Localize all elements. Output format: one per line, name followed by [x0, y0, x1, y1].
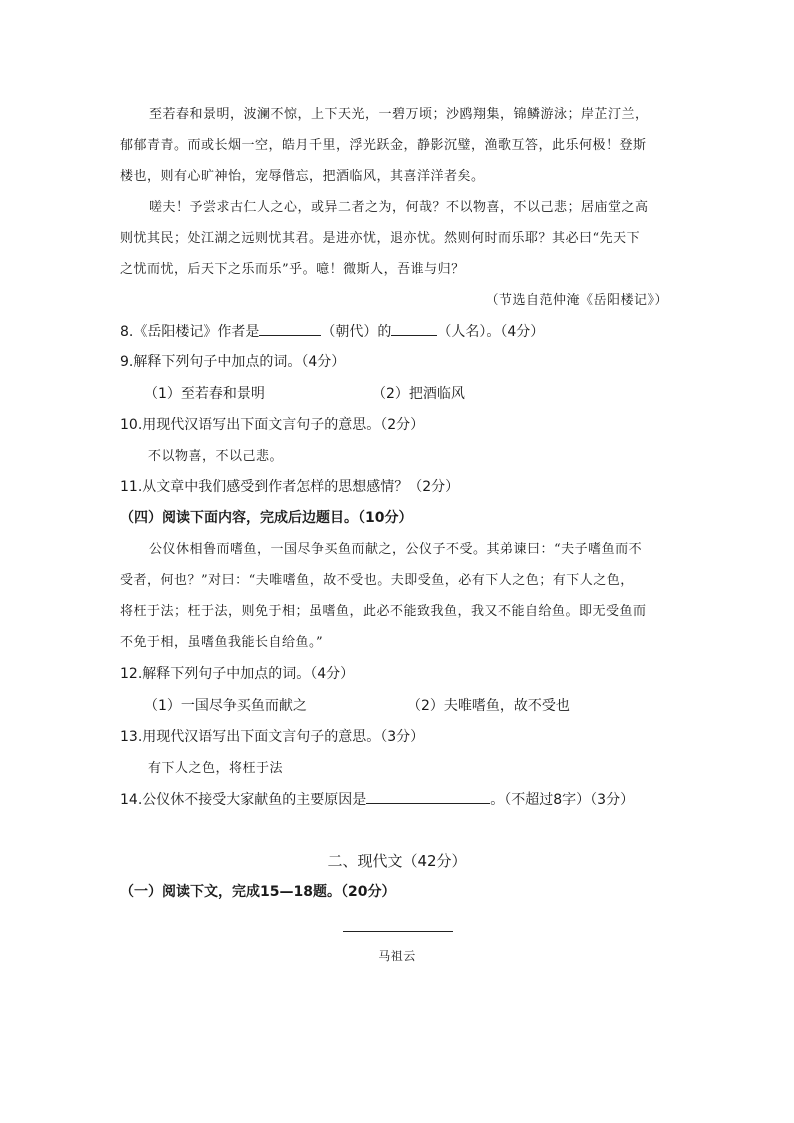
question-11: 11.从文章中我们感受到作者怎样的思想感情？（2分） — [120, 479, 460, 495]
question-9-item-2: （2）把酒临风 — [372, 386, 465, 402]
section-heading: （一）阅读下文，完成15—18题。（20分） — [120, 884, 396, 900]
passage-line: 不免于相，虽嗜鱼我能长自给鱼。” — [120, 635, 324, 650]
question-12: 12.解释下列句子中加点的词。（4分） — [120, 666, 355, 682]
author-name: 马祖云 — [378, 949, 416, 963]
answer-blank[interactable] — [366, 789, 490, 804]
passage-line: 之忧而忧，后天下之乐而乐”乎。噫！微斯人，吾谁与归？ — [120, 262, 465, 277]
question-10: 10.用现代汉语写出下面文言句子的意思。（2分） — [120, 417, 425, 433]
question-text: （人名）。（4分） — [437, 324, 545, 340]
question-14 — [120, 789, 634, 810]
question-9-item-1: （1）至若春和景明 — [144, 386, 265, 402]
answer-blank[interactable] — [391, 321, 437, 336]
question-text: 14.公仪休不接受大家献鱼的主要原因是 — [120, 792, 367, 808]
passage-line: 至若春和景明，波澜不惊，上下天光，一碧万顷；沙鸥翔集，锦鳞游泳；岸芷汀兰， — [149, 107, 649, 122]
section-heading: （四）阅读下面内容，完成后边题目。（10分） — [120, 510, 413, 526]
passage-line: 郁郁青青。而或长烟一空，皓月千里，浮光跃金，静影沉璧，渔歌互答，此乐何极！登斯 — [120, 138, 647, 153]
answer-blank[interactable] — [259, 321, 321, 336]
question-12-item-1: （1）一国尽争买鱼而献之 — [144, 698, 307, 714]
question-text: 8.《岳阳楼记》作者是 — [120, 324, 260, 340]
question-12-item-2: （2）夫唯嗜鱼，故不受也 — [407, 698, 570, 714]
passage-line: 受者，何也？”对曰：“夫唯嗜鱼，故不受也。夫即受鱼，必有下人之色；有下人之色， — [120, 573, 634, 588]
part-heading: 二、现代文（42分） — [327, 852, 467, 870]
question-text: 。（不超过8字）（3分） — [490, 792, 635, 808]
question-text: （朝代）的 — [321, 324, 392, 340]
question-13-sentence: 有下人之色，将枉于法 — [148, 761, 284, 776]
passage-line: 公仪休相鲁而嗜鱼，一国尽争买鱼而献之，公仪子不受。其弟谏曰：“夫子嗜鱼而不 — [149, 542, 643, 557]
passage-line: 将枉于法；枉于法，则免于相；虽嗜鱼，此必不能致我鱼，我又不能自给鱼。即无受鱼而 — [120, 604, 647, 619]
question-10-sentence: 不以物喜，不以己悲。 — [148, 449, 284, 464]
title-blank — [343, 931, 453, 932]
question-9: 9.解释下列句子中加点的词。（4分） — [120, 354, 346, 370]
question-13: 13.用现代汉语写出下面文言句子的意思。（3分） — [120, 729, 425, 745]
question-8 — [120, 321, 544, 342]
passage-source: （节选自范仲淹《岳阳楼记》） — [485, 293, 668, 308]
passage-line: 楼也，则有心旷神怡，宠辱偕忘，把酒临风，其喜洋洋者矣。 — [120, 169, 485, 184]
passage-line: 则忧其民；处江湖之远则忧其君。是进亦忧，退亦忧。然则何时而乐耶？其必曰“先天下 — [120, 231, 641, 246]
passage-line: 嗟夫！予尝求古仁人之心，或异二者之为，何哉？不以物喜，不以己悲；居庙堂之高 — [149, 200, 649, 215]
